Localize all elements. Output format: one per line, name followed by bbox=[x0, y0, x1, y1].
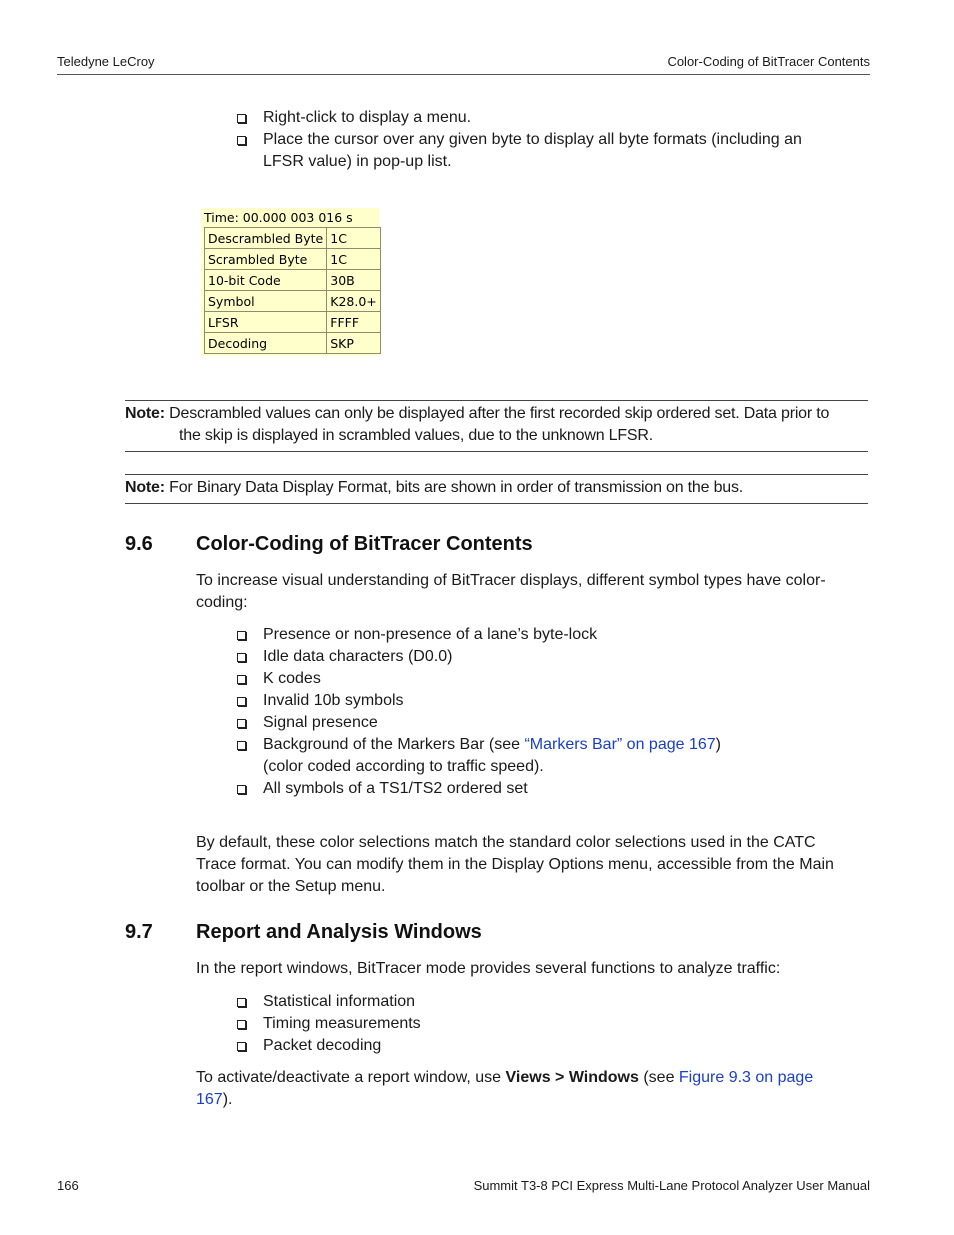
note-rule-bottom bbox=[125, 451, 868, 452]
table-row: Descrambled Byte 1C bbox=[205, 228, 381, 249]
markers-bar-link[interactable]: “Markers Bar” on page 167 bbox=[524, 736, 716, 753]
list-item: Timing measurements bbox=[237, 1013, 857, 1035]
figure-link[interactable]: Figure 9.3 on page 167 bbox=[196, 1069, 814, 1108]
section-intro: To increase visual understanding of BitTracer displays, different symbol types have color-coding: bbox=[196, 572, 826, 611]
section-closing: By default, these color selections match the standard color selections used in the CATC Trace format. You can modify them in the Display Options menu, accessible from the Main toolbar or the Setup menu. bbox=[196, 834, 834, 895]
section-intro: In the report windows, BitTracer mode provides several functions to analyze traffic: bbox=[196, 960, 781, 977]
note-descrambled bbox=[125, 403, 870, 447]
section-number: 9.7 bbox=[125, 921, 153, 943]
list-item: All symbols of a TS1/TS2 ordered set bbox=[237, 778, 857, 800]
list-item: Invalid 10b symbols bbox=[237, 690, 857, 712]
table-row: Decoding SKP bbox=[205, 333, 381, 354]
note-text: For Binary Data Display Format, bits are shown in order of transmission on the bus. bbox=[169, 479, 744, 496]
section-heading-9-6 bbox=[125, 533, 825, 559]
checkbox-bullet-icon bbox=[237, 653, 246, 662]
menu-path: Views > Windows bbox=[505, 1069, 639, 1086]
section-heading-9-7 bbox=[125, 921, 825, 947]
list-item: Presence or non-presence of a lane’s byte-lock bbox=[237, 624, 857, 646]
checkbox-bullet-icon bbox=[237, 136, 246, 145]
list-item: K codes bbox=[237, 668, 857, 690]
checkbox-bullet-icon bbox=[237, 741, 246, 750]
note-rule-top bbox=[125, 400, 868, 401]
list-item: Statistical information bbox=[237, 991, 857, 1013]
table-row: Scrambled Byte 1C bbox=[205, 249, 381, 270]
list-item: Right-click to display a menu. bbox=[237, 107, 847, 129]
report-bullet-list bbox=[237, 991, 857, 1057]
header-rule bbox=[57, 74, 870, 75]
checkbox-bullet-icon bbox=[237, 631, 246, 640]
note-rule-top bbox=[125, 474, 868, 475]
checkbox-bullet-icon bbox=[237, 1042, 246, 1051]
checkbox-bullet-icon bbox=[237, 1020, 246, 1029]
table-row: 10-bit Code 30B bbox=[205, 270, 381, 291]
note-rule-bottom bbox=[125, 503, 868, 504]
note-label: Note: bbox=[125, 405, 165, 422]
checkbox-bullet-icon bbox=[237, 675, 246, 684]
section-number: 9.6 bbox=[125, 533, 153, 555]
section-title: Color-Coding of BitTracer Contents bbox=[196, 533, 533, 555]
section-closing: To activate/deactivate a report window, use Views > Windows (see Figure 9.3 on page 167). bbox=[196, 1069, 814, 1108]
note-text-line2: the skip is displayed in scrambled values, due to the unknown LFSR. bbox=[179, 427, 653, 444]
list-item: Idle data characters (D0.0) bbox=[237, 646, 857, 668]
page-number: 166 bbox=[57, 1178, 79, 1193]
list-item: Background of the Markers Bar (see “Markers Bar” on page 167) (color coded according to traffic speed). bbox=[237, 734, 857, 778]
table-row: Symbol K28.0+ bbox=[205, 291, 381, 312]
list-item: Packet decoding bbox=[237, 1035, 857, 1057]
checkbox-bullet-icon bbox=[237, 719, 246, 728]
header-left: Teledyne LeCroy bbox=[57, 54, 155, 69]
intro-bullet-list bbox=[237, 107, 847, 173]
popup-table bbox=[204, 227, 381, 354]
note-text-line1: Descrambled values can only be displayed after the first recorded skip ordered set. Data prior to bbox=[169, 405, 830, 422]
list-item: Place the cursor over any given byte to display all byte formats (including an LFSR value) in pop-up list. bbox=[237, 129, 847, 173]
table-row: LFSR FFFF bbox=[205, 312, 381, 333]
popup-time: Time: 00.000 003 016 s bbox=[204, 210, 353, 225]
checkbox-bullet-icon bbox=[237, 785, 246, 794]
section-title: Report and Analysis Windows bbox=[196, 921, 482, 943]
note-binary-format bbox=[125, 477, 870, 499]
checkbox-bullet-icon bbox=[237, 697, 246, 706]
note-label: Note: bbox=[125, 479, 165, 496]
checkbox-bullet-icon bbox=[237, 998, 246, 1007]
footer-title: Summit T3-8 PCI Express Multi-Lane Protocol Analyzer User Manual bbox=[473, 1178, 870, 1193]
header-right: Color-Coding of BitTracer Contents bbox=[667, 54, 870, 69]
color-coding-bullet-list bbox=[237, 624, 857, 800]
byte-format-popup bbox=[201, 208, 379, 356]
checkbox-bullet-icon bbox=[237, 114, 246, 123]
list-item: Signal presence bbox=[237, 712, 857, 734]
